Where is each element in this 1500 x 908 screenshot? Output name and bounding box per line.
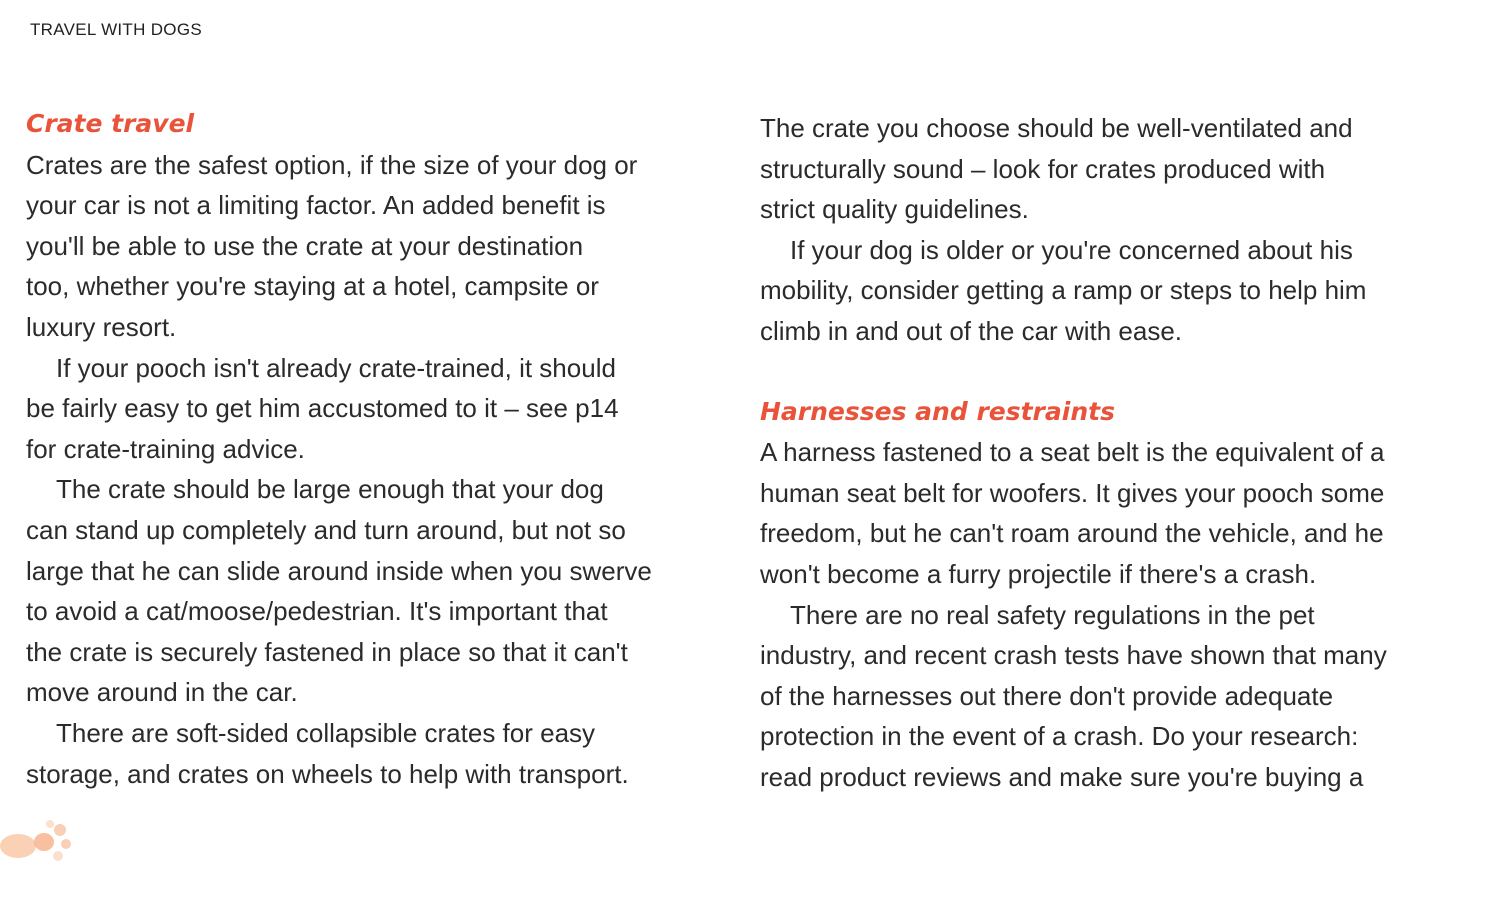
running-head: TRAVEL WITH DOGS (30, 20, 202, 39)
text-line: protection in the event of a crash. Do your research: (760, 721, 1359, 752)
paragraph-crate-size (26, 469, 726, 713)
text-line: The crate you choose should be well-ventilated and (760, 113, 1353, 143)
text-line: industry, and recent crash tests have shown that many (760, 640, 1387, 671)
text-line: If your dog is older or you're concerned about his (790, 234, 1353, 265)
text-line: too, whether you're staying at a hotel, campsite or (26, 271, 599, 302)
text-line: read product reviews and make sure you're buying a (760, 761, 1364, 792)
text-line: the crate is securely fastened in place so that it can't (26, 636, 628, 667)
text-line: climb in and out of the car with ease. (760, 315, 1183, 346)
text-line: your car is not a limiting factor. An added benefit is (26, 190, 606, 221)
text-line: There are no real safety regulations in the pet (790, 599, 1315, 630)
section-gap (760, 352, 1460, 392)
text-line: for crate-training advice. (26, 433, 305, 464)
paragraph-harness-seat-belt (760, 432, 1460, 594)
paw-print-icon (0, 812, 80, 872)
left-column (26, 104, 726, 794)
text-line: A harness fastened to a seat belt is the equivalent of a (760, 437, 1385, 468)
paragraph-soft-sided-crates (26, 713, 726, 794)
section-heading-harnesses: Harnesses and restraints (760, 396, 1115, 426)
text-line: to avoid a cat/moose/pedestrian. It's important that (26, 596, 608, 627)
text-line: Crates are the safest option, if the size of your dog or (26, 149, 638, 180)
text-line: The crate should be large enough that your dog (56, 474, 604, 505)
text-line: human seat belt for woofers. It gives your pooch some (760, 477, 1385, 508)
paragraph-crates-safest (26, 145, 726, 348)
text-line: large that he can slide around inside when you swerve (26, 555, 652, 586)
text-line: of the harnesses out there don't provide adequate (760, 680, 1334, 711)
text-line: mobility, consider getting a ramp or steps to help him (760, 275, 1367, 306)
text-line: luxury resort. (26, 311, 177, 342)
text-line: There are soft-sided collapsible crates for easy (56, 717, 596, 748)
section-heading-crate-travel: Crate travel (26, 109, 195, 138)
text-line: you'll be able to use the crate at your destination (26, 230, 584, 261)
text-line: If your pooch isn't already crate-trained, it should (56, 352, 616, 383)
text-line: can stand up completely and turn around, but not so (26, 514, 626, 545)
text-line: strict quality guidelines. (760, 194, 1029, 225)
paragraph-older-dog (760, 230, 1460, 352)
right-column (760, 108, 1460, 798)
text-line: structurally sound – look for crates produced with (760, 153, 1326, 184)
text-line: won't become a furry projectile if there's a crash. (760, 558, 1317, 589)
paragraph-crate-trained (26, 348, 726, 470)
text-line: move around in the car. (26, 677, 298, 708)
text-line: freedom, but he can't roam around the vehicle, and he (760, 518, 1384, 549)
text-line: be fairly easy to get him accustomed to it – see p14 (26, 393, 619, 424)
text-line: storage, and crates on wheels to help with transport. (26, 758, 629, 789)
paragraph-crate-ventilation (760, 108, 1460, 230)
paragraph-safety-regulations (760, 595, 1460, 798)
